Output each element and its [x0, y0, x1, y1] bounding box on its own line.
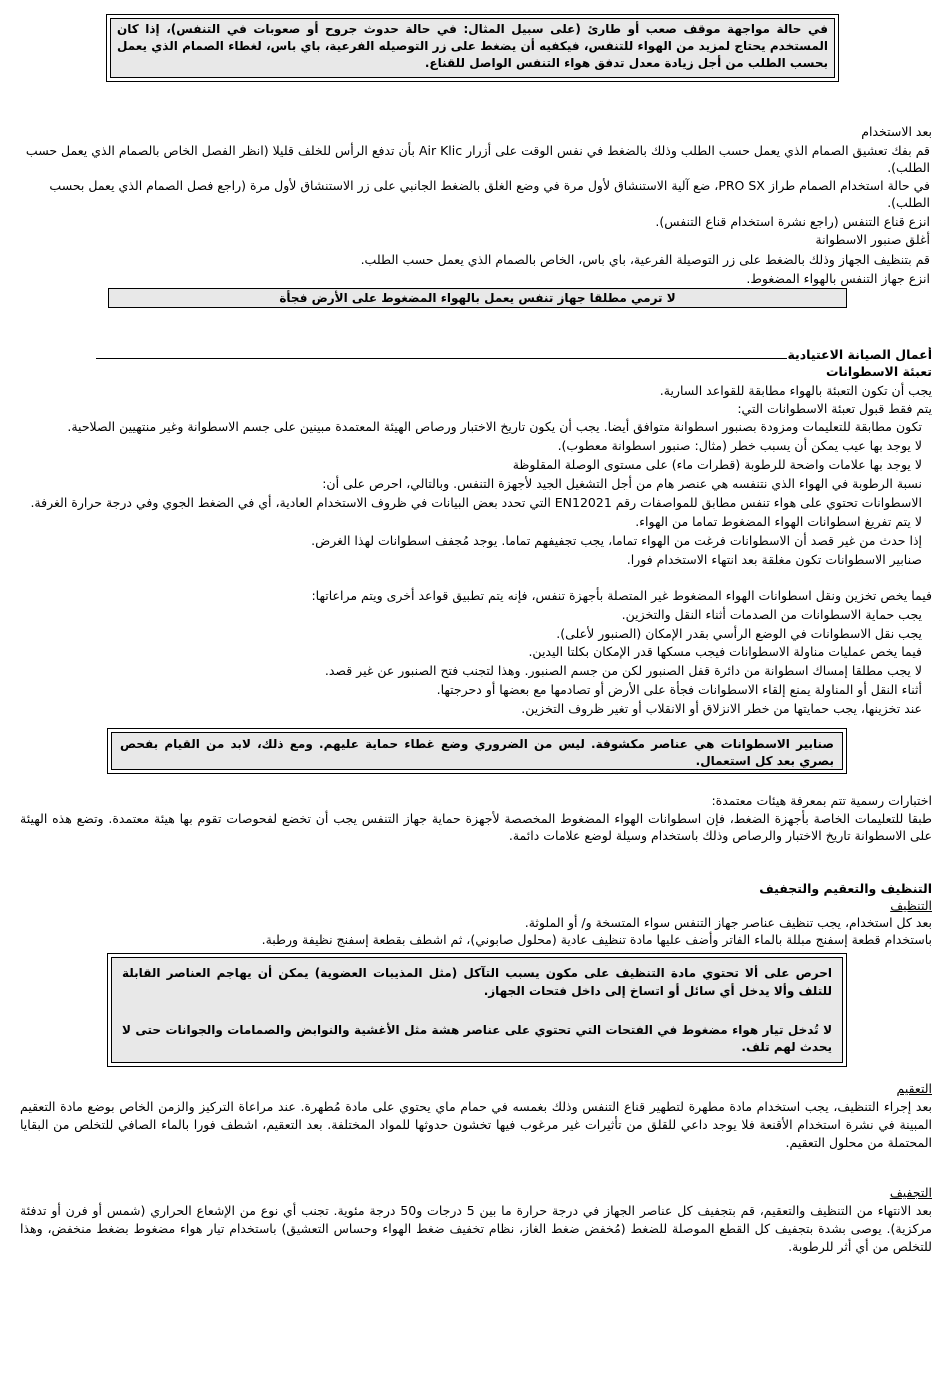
- filling-condition: لا يوجد بها علامات واضحة للرطوبة (قطرات ماء) على مستوى الوصلة المقلوظة: [512, 457, 922, 472]
- humidity-line: لا يتم تفريغ اسطوانات الهواء المضغوط تماما من الهواء.: [635, 514, 922, 529]
- cleaning-warning-box: [111, 957, 843, 1063]
- storage-rule: يجب نقل الاسطوانات في الوضع الرأسي بقدر الإمكان (الصنبور لأعلى).: [556, 626, 922, 641]
- cleaning-line: بعد كل استخدام، يجب تنظيف عناصر جهاز التنفس سواء المتسخة و/ أو الملوثة.: [524, 915, 932, 930]
- valve-note-text: صنابير الاسطوانات هي عناصر مكشوفة. ليس من الضروري وضع غطاء حماية عليهم. ومع ذلك، لابد من القيام بفحص بصري بعد كل استعمال.: [120, 737, 834, 768]
- after-use-line: قم بتنظيف الجهاز وذلك بالضغط على زر التوصيلة الفرعية، باي باس، الخاص بالصمام الذي يعمل حسب الطلب.: [360, 252, 930, 267]
- storage-rule: يجب حماية الاسطوانات من الصدمات أثناء النقل والتخزين.: [621, 607, 922, 622]
- after-use-line: الطلب).: [887, 160, 930, 175]
- humidity-line: صنابير الاسطوانات تكون مغلقة بعد انتهاء الاستخدام فورا.: [626, 552, 922, 567]
- filling-intro-line: يجب أن تكون التعبئة بالهواء مطابقة للقواعد السارية.: [659, 383, 932, 398]
- valve-note-box: [111, 732, 843, 770]
- storage-rule: عند تخزينها، يجب حمايتها من خطر الانزلاق أو الانقلاب أو تغير ظروف التخزين.: [521, 701, 922, 716]
- valve-note-box-frame: [107, 728, 847, 774]
- filling-condition: تكون مطابقة للتعليمات ومزودة بصنبور اسطوانة متوافق أيضا. يجب أن يكون تاريخ الاختبار ورصاص الهيئة المعتمدة مبينين على جسم الاسطوانة وغير منتهيين الصلاحية.: [67, 419, 922, 434]
- drying-title: التجفيف: [889, 1185, 932, 1200]
- after-use-line: الطلب).: [887, 195, 930, 210]
- after-use-heading: بعد الاستخدام: [861, 124, 932, 139]
- disinfection-title: التعقيم: [896, 1081, 932, 1096]
- cylinder-filling-heading: تعبئة الاسطوانات: [825, 364, 932, 379]
- cleaning-warning-1: احرص على ألا تحتوي مادة التنظيف على مكون يسبب التآكل (مثل المذيبات العضوية) يمكن أن يهاجم العناصر القابلة للتلف وألا يدخل أي سائل أو اتساخ إلى داخل فتحات الجهاز.: [122, 966, 832, 998]
- filling-intro-line: يتم فقط قبول تعبئة الاسطوانات التي:: [737, 401, 932, 416]
- cleaning-section-heading: التنظيف والتعقيم والتجفيف: [759, 881, 932, 896]
- maintenance-heading-text: أعمال الصيانة الاعتيادية: [787, 347, 932, 362]
- cleaning-warning-2: لا تُدخل تيار هواء مضغوط في الفتحات التي تحتوي على عناصر هشة مثل الأغشية والنوابض والصمامات والجوانات حتى لا يحدث لهم تلف.: [122, 1023, 832, 1054]
- after-use-line: انزع جهاز التنفس بالهواء المضغوط.: [746, 271, 930, 286]
- heading-rule: [96, 347, 787, 359]
- storage-rule: أثناء النقل أو المناولة يمنع إلقاء الاسطوانات فجأة على الأرض أو تصادمها مع بعضها أو دحرجتها.: [436, 682, 922, 697]
- cleaning-warning-box-frame: [107, 953, 847, 1067]
- cleaning-title: التنظيف: [890, 898, 932, 913]
- storage-intro: فيما يخص تخزين ونقل اسطوانات الهواء المضغوط غير المتصلة بأجهزة تنفس، فإنه يتم تطبيق قواعد أخرى ويتم مراعاتها:: [311, 588, 932, 603]
- official-tests-heading: اختبارات رسمية تتم بمعرفة هيئات معتمدة:: [711, 793, 932, 808]
- storage-rule: لا يجب مطلقا إمساك اسطوانة من دائرة قفل الصنبور لكن من جسم الصنبور. وهذا لتجنب فتح الصنبور عن غير قصد.: [324, 663, 922, 678]
- filling-condition: لا يوجد بها عيب يمكن أن يسبب خطر (مثال: صنبور اسطوانة معطوب).: [557, 438, 922, 453]
- official-tests-text: طبقا للتعليمات الخاصة بأجهزة الضغط، فإن اسطوانات الهواء المضغوط المخصصة لأجهزة حماية جهاز التنفس يجب أن تخضع لفحوصات تقوم بها هيئة معتمدة. وتضع هذه الهيئة على الاسطوانة تاريخ الاختبار والرصاص وذلك باستخدام وسيلة لوضع علامات دائمة.: [20, 811, 932, 843]
- top-warning-box: [110, 18, 835, 78]
- cleaning-line: باستخدام قطعة إسفنج مبللة بالماء الفاتر وأضف عليها مادة تنظيف عادية (محلول صابوني)، ثم اشطف بقطعة إسفنج نظيفة ورطبة.: [261, 932, 932, 947]
- disinfection-text: بعد إجراء التنظيف، يجب استخدام مادة مطهرة لتطهير قناع التنفس وذلك بغمسه في حمام ماي يحتوي على مادة مُطهرة. عند مراعاة التركيز والزمن الخاص بوضع مادة التعقيم المبينة في نشرة استخدام الأقنعة فلا يوجد داعي للقلق من تأثيرات غير مرغوب فيها تخشون حدوثها للمواد المختلفة. بعد التعقيم، اشطف فورا بالماء الصافي للتخلص من البقايا المحتملة من محلول التعقيم.: [20, 1099, 932, 1150]
- maintenance-heading: [96, 347, 932, 363]
- humidity-line: الاسطوانات تحتوي على هواء تنفس مطابق للمواصفات رقم EN12021 التي تحدد بعض البيانات في ظروف الاستخدام العادية، أي في الضغط الجوي وفي درجة حرارة الغرفة.: [30, 495, 922, 510]
- top-warning-box-frame: [106, 14, 839, 82]
- top-warning-text: في حالة مواجهة موقف صعب أو طارئ (على سبيل المثال: في حالة حدوث جروح أو صعوبات في التنفس)، إذا كان المستخدم يحتاج لمزيد من الهواء للتنفس، فيكفيه أن يضغط على زر التوصيله الفرعية، باي باس، لغطاء الصمام الذي يعمل بحسب الطلب من أجل زيادة معدل تدفق هواء التنفس الواصل للقناع.: [117, 22, 828, 70]
- after-use-line: أغلق صنبور الاسطوانة: [815, 232, 930, 247]
- humidity-line: نسبة الرطوبة في الهواء الذي نتنفسه هي عنصر هام من أجل التشغيل الجيد لأجهزة التنفس. وبالتالي، احرص على أن:: [322, 476, 922, 491]
- storage-rule: فيما يخص عمليات مناولة الاسطوانات فيجب مسكها قدر الإمكان بكلتا اليدين.: [528, 644, 922, 659]
- throw-warning-box: لا ترمي مطلقا جهاز تنفس يعمل بالهواء المضغوط على الأرض فجأة: [108, 288, 847, 308]
- drying-text: بعد الانتهاء من التنظيف والتعقيم، قم بتجفيف كل عناصر الجهاز في درجة حرارة ما بين 5 درجات و50 درجة مئوية. تجنب أي نوع من الإشعاع الحراري (شمس أو فرن أو تدفئة مركزية). يوصى بشدة بتجفيف كل القطع الموصلة للضغط (مُخفض ضغط الغاز، نظام تخفيف ضغط الهواء وحساس التعشيق) باستخدام تيار هواء مضغوط بضغط منخفض، وهذا للتخلص من أي أثر للرطوبة.: [20, 1203, 932, 1254]
- humidity-line: إذا حدث من غير قصد أن الاسطوانات فرغت من الهواء تماما، يجب تجفيفهم تماما. يوجد مُجفف اسطوانات لهذا الغرض.: [311, 533, 922, 548]
- after-use-line: انزع قناع التنفس (راجع نشرة استخدام قناع التنفس).: [655, 214, 930, 229]
- after-use-line: في حالة استخدام الصمام طراز PRO SX، ضع آلية الاستنشاق لأول مرة في وضع الغلق بالضغط الجانبي على زر الاستنشاق لأول مرة (راجع فصل الصمام الذي يعمل بحسب: [49, 178, 930, 193]
- after-use-line: قم بفك تعشيق الصمام الذي يعمل حسب الطلب وذلك بالضغط في نفس الوقت على أزرار Air Klic بأن تدفع الرأس للخلف قليلا (انظر الفصل الخاص بالصمام الذي يعمل حسب: [25, 143, 930, 158]
